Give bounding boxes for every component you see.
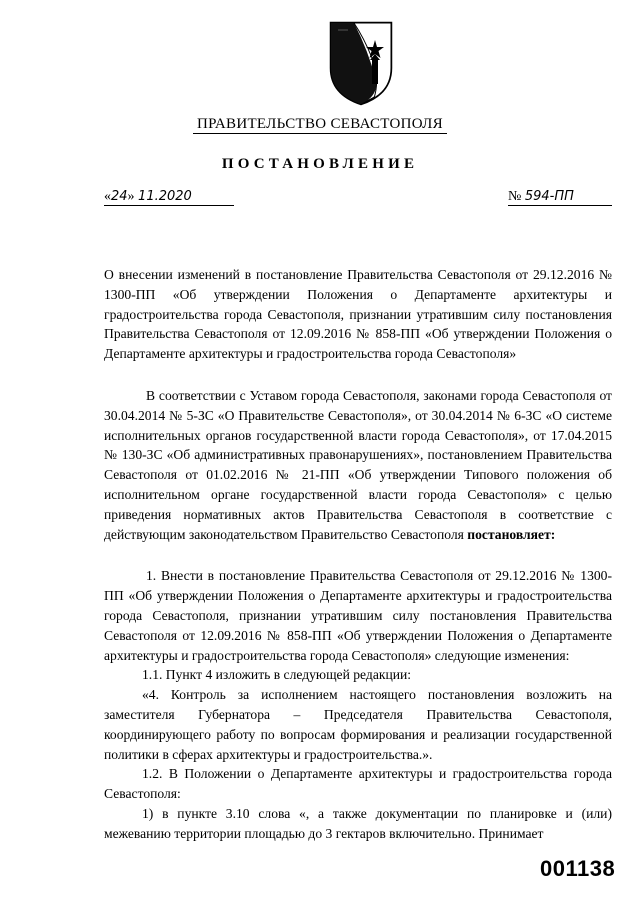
document-body [104, 265, 612, 844]
document-date: «24» 11.2020 [104, 189, 234, 206]
clause-1-1-quote: «4. Контроль за исполнением настоящего постановления возложить на заместителя Губернатора – Председателя Правительства Севастополя, координирующего работу по вопросам формирования и реализации государственной политики в сферах архитектуры и градостроительства.». [104, 687, 612, 762]
clause-1: 1. Внести в постановление Правительства Севастополя от 29.12.2016 № 1300-ПП «Об утверждении Положения о Департаменте архитектуры и градостроительства города Севастополя, признании утратившим силу постановления Правительства Севастополя от 12.09.2016 № 858-ПП «Об утверждении Положения о Департаменте архитектуры и градостроительства города Севастополя» следующие изменения: [104, 568, 612, 663]
monument-column [372, 60, 378, 84]
handwritten-day: 24 [111, 189, 128, 204]
sevastopol-coat-of-arms-emblem [328, 20, 394, 106]
handwritten-number: 594-ПП [524, 189, 574, 204]
government-name: ПРАВИТЕЛЬСТВО СЕВАСТОПОЛЯ [0, 116, 640, 133]
document-subject: О внесении изменений в постановление Правительства Севастополя от 29.12.2016 № 1300-ПП «Об утверждении Положения о Департаменте архитектуры и градостроительства города Севастополя, признании утратившим силу постановления Правительства Севастополя от 12.09.2016 № 858-ПП «Об утверждении Положения о Департаменте архитектуры и градостроительства города Севастополя» [104, 267, 612, 362]
preamble-paragraph: В соответствии с Уставом города Севастополя, законами города Севастополя от 30.04.2014 № 5-ЗС «О Правительстве Севастополя», от 30.04.2014 № 6-ЗС «О системе исполнительных органов государственной власти города Севастополя», от 17.04.2015 № 130-ЗС «Об административных правонарушениях», постановлением Правительства Севастополя от 01.02.2016 № 21-ПП «Об утверждении Типового положения об исполнительном органе государственной власти города Севастополя» с целью приведения нормативных актов Правительства Севастополя в соответствие с действующим законодательством Правительство Севастополя постановляет: [104, 387, 612, 542]
postanovlyaet-keyword: постановляет: [467, 526, 556, 542]
document-number: № 594-ПП [508, 189, 612, 206]
handwritten-month-year: 11.2020 [138, 189, 192, 204]
clause-1-2: 1.2. В Положении о Департаменте архитектуры и градостроительства города Севастополя: [104, 766, 612, 802]
document-type-title: ПОСТАНОВЛЕНИЕ [221, 156, 419, 172]
clause-1-2-item-1: 1) в пункте 3.10 слова «, а также документации по планировке и (или) межеванию территории площадью до 3 гектаров включительно. Принимает [104, 805, 612, 841]
page-serial-number: 001138 [540, 856, 616, 881]
clause-1-1: 1.1. Пункт 4 изложить в следующей редакции: [142, 667, 412, 683]
